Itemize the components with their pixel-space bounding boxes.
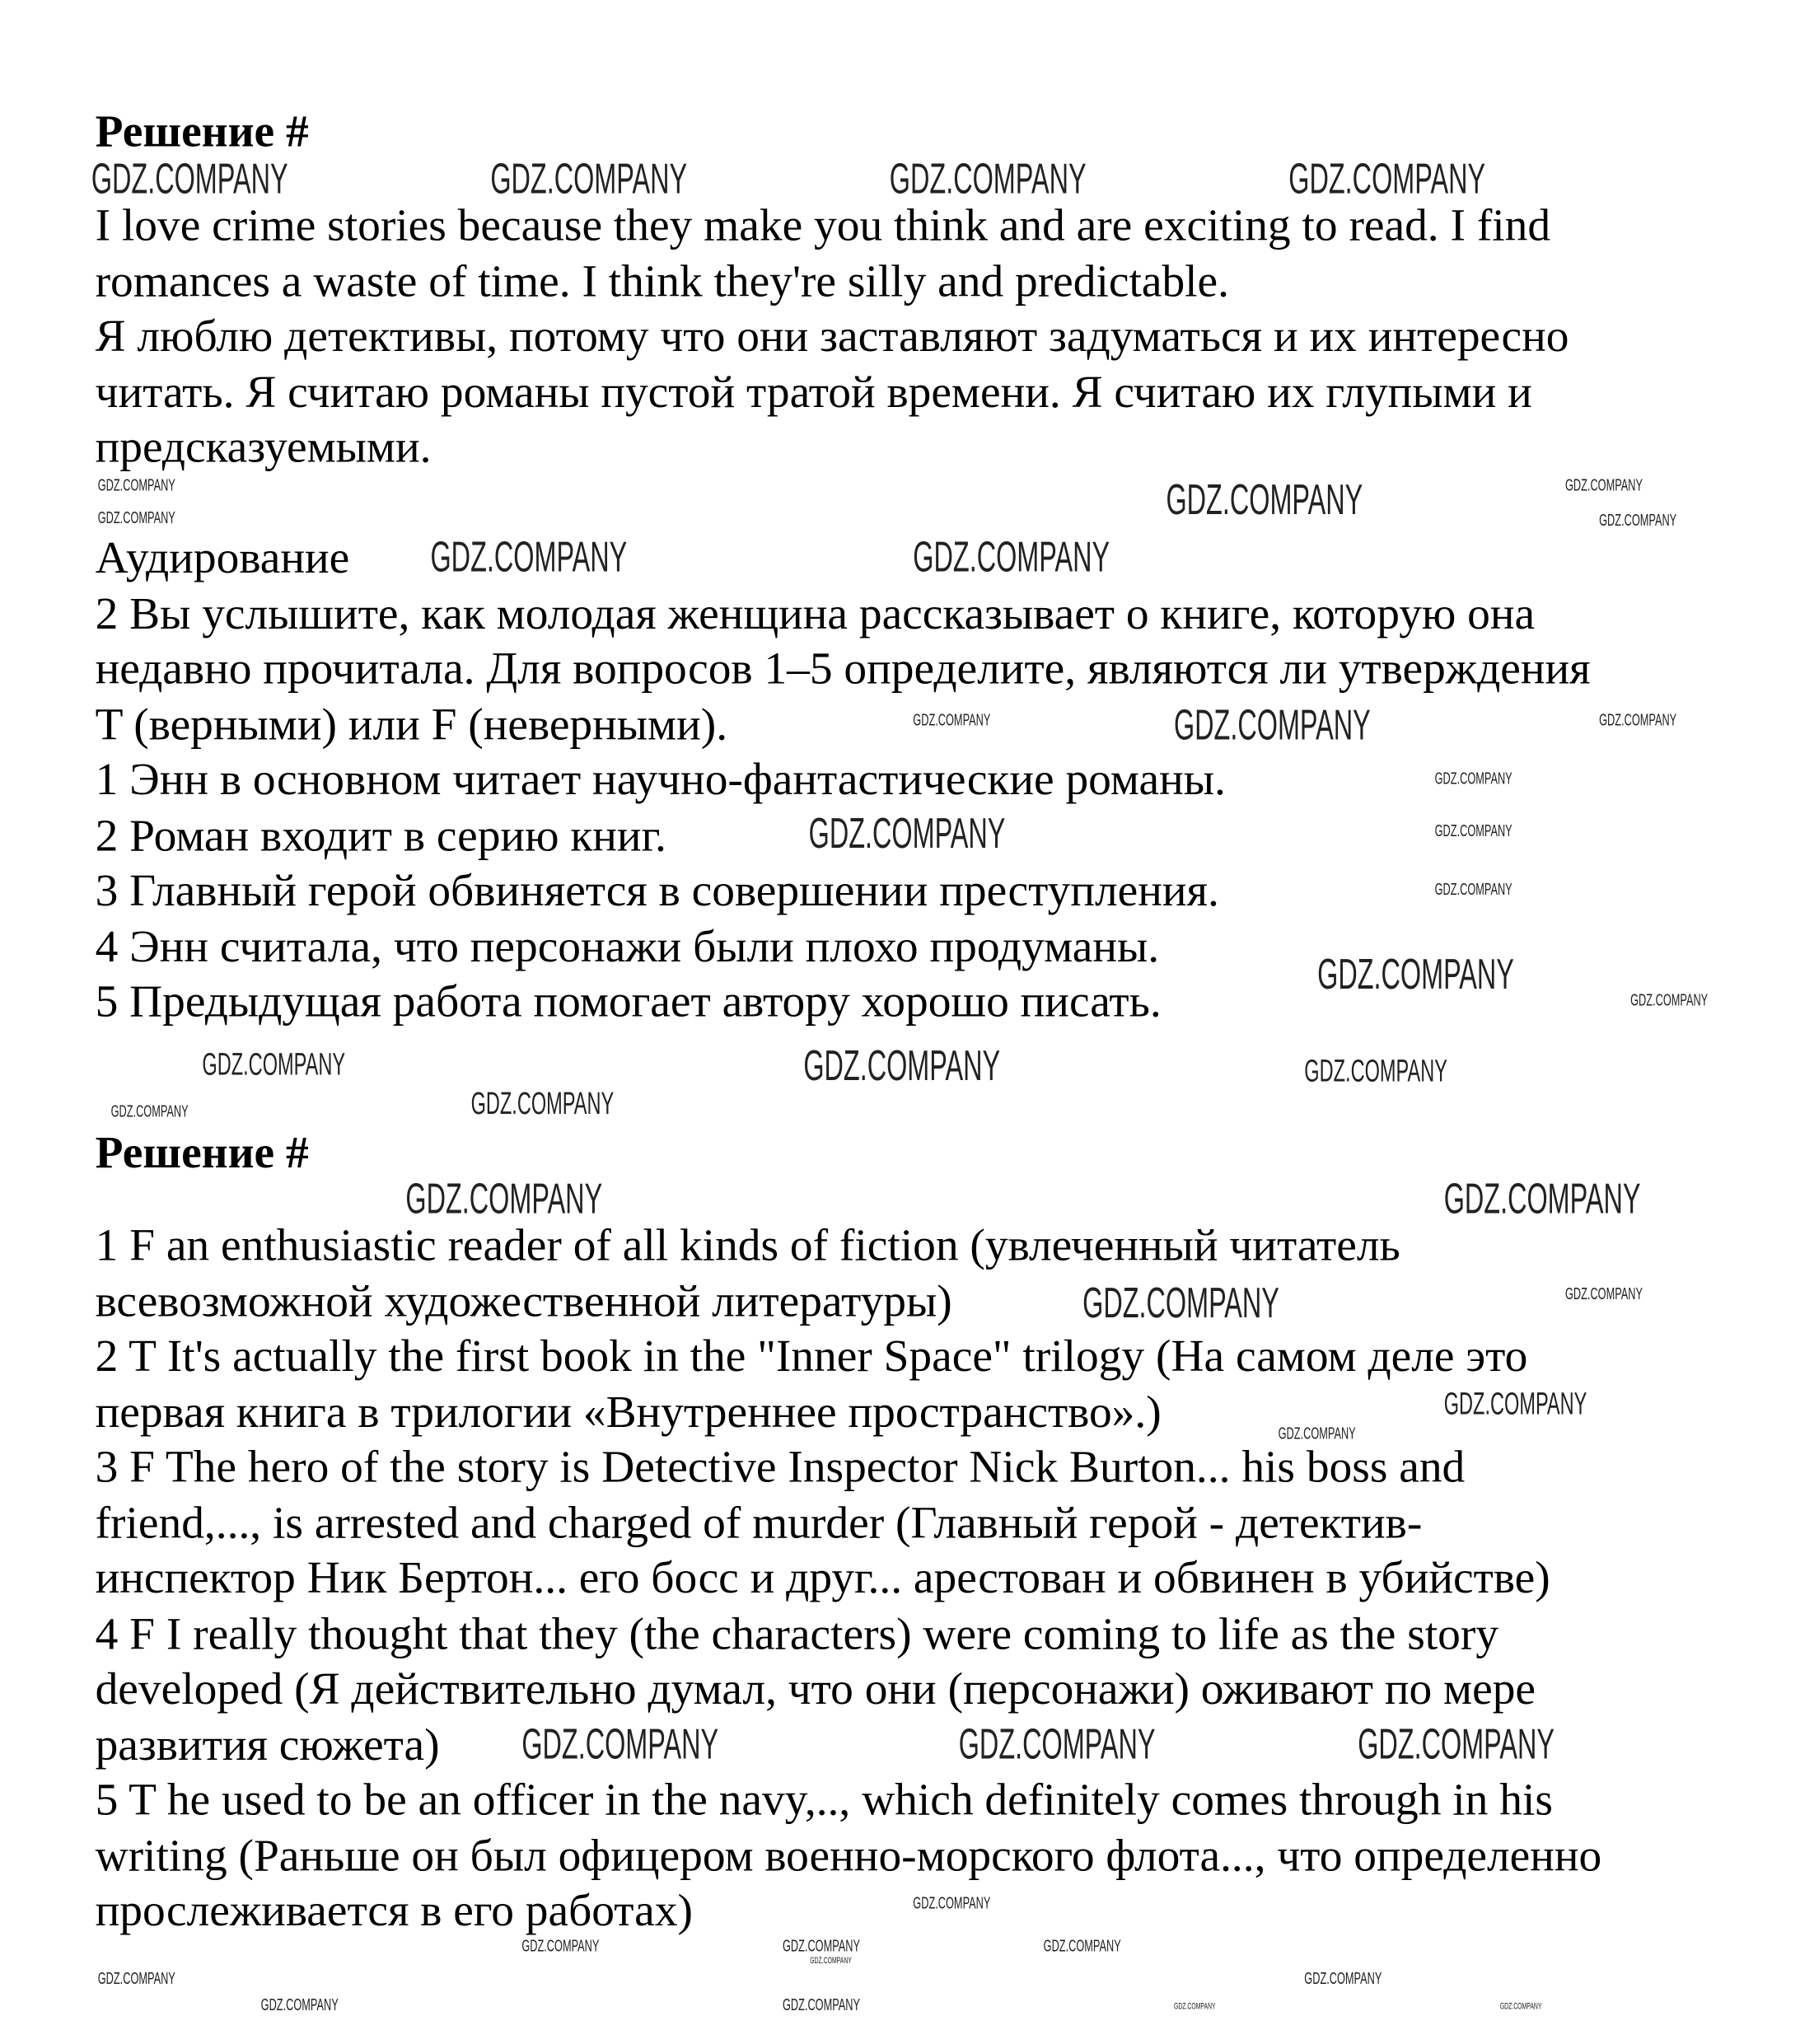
watermark: GDZ.COMPANY [1043, 1935, 1121, 1956]
watermark: GDZ.COMPANY [97, 507, 175, 527]
watermark: GDZ.COMPANY [91, 153, 288, 203]
watermark: GDZ.COMPANY [1443, 1173, 1641, 1223]
watermark: GDZ.COMPANY [1443, 1387, 1587, 1422]
text-line: предсказуемыми. [95, 421, 432, 473]
watermark: GDZ.COMPANY [803, 1041, 1001, 1090]
text-line: 2 Роман входит в серию книг. [95, 809, 666, 861]
text-line: читать. Я считаю романы пустой тратой времени. Я считаю их глупыми и [95, 366, 1532, 417]
answer-line: friend,..., is arrested and charged of murder (Главный герой - детектив- [95, 1496, 1423, 1548]
text-line: I love crime stories because they make you think and are exciting to read. I find [95, 199, 1551, 250]
watermark: GDZ.COMPANY [889, 153, 1087, 203]
text-line: 2 Вы услышите, как молодая женщина рассказывает о книге, которую она [95, 587, 1536, 639]
watermark: GDZ.COMPANY [782, 1994, 861, 2014]
section-heading: Решение # [95, 1126, 309, 1178]
answer-line: 1 F an enthusiastic reader of all kinds of fiction (увлеченный читатель [95, 1219, 1400, 1271]
watermark: GDZ.COMPANY [110, 1101, 189, 1121]
watermark: GDZ.COMPANY [913, 709, 991, 730]
watermark: GDZ.COMPANY [810, 1956, 852, 1967]
watermark: GDZ.COMPANY [97, 1968, 175, 1988]
answer-line: 2 T It's actually the first book in the "Inner Space" trilogy (На самом деле это [95, 1330, 1528, 1382]
watermark: GDZ.COMPANY [521, 1935, 600, 1956]
watermark: GDZ.COMPANY [913, 1892, 991, 1913]
watermark: GDZ.COMPANY [1304, 1968, 1382, 1988]
watermark: GDZ.COMPANY [808, 808, 1006, 858]
watermark: GDZ.COMPANY [490, 153, 688, 203]
watermark: GDZ.COMPANY [1173, 2002, 1216, 2012]
text-line: недавно прочитала. Для вопросов 1–5 определите, являются ли утверждения [95, 643, 1591, 695]
text-line: 5 Предыдущая работа помогает автору хорошо писать. [95, 975, 1162, 1027]
answer-line: инспектор Ник Бертон... его босс и друг... арестован и обвинен в убийстве) [95, 1552, 1550, 1603]
answer-line: развития сюжета) [95, 1718, 440, 1770]
text-line: 1 Энн в основном читает научно-фантастические романы. [95, 754, 1226, 805]
watermark: GDZ.COMPANY [1082, 1278, 1279, 1327]
watermark: GDZ.COMPANY [1564, 1283, 1643, 1303]
text-line: 3 Главный герой обвиняется в совершении преступления. [95, 864, 1219, 916]
watermark: GDZ.COMPANY [1499, 2002, 1542, 2012]
watermark: GDZ.COMPANY [1564, 475, 1643, 495]
watermark: GDZ.COMPANY [1304, 1054, 1447, 1090]
watermark: GDZ.COMPANY [97, 475, 175, 495]
watermark: GDZ.COMPANY [470, 1086, 615, 1122]
watermark: GDZ.COMPANY [1278, 1423, 1356, 1443]
watermark: GDZ.COMPANY [782, 1935, 861, 1956]
watermark: GDZ.COMPANY [430, 531, 628, 581]
answer-line: writing (Раньше он был офицером военно-морского флота..., что определенно [95, 1829, 1602, 1881]
text-line: 4 Энн считала, что персонажи были плохо продуманы. [95, 920, 1160, 971]
watermark: GDZ.COMPANY [1434, 879, 1512, 899]
text-line: Я люблю детективы, потому что они заставляют задуматься и их интересно [95, 310, 1569, 362]
answer-line: 5 T he used to be an officer in the navy,.., which definitely comes through in his [95, 1774, 1553, 1826]
text-line: T (верными) или F (неверными). [95, 698, 728, 750]
section-heading: Решение # [95, 105, 309, 157]
watermark: GDZ.COMPANY [260, 1994, 339, 2014]
watermark: GDZ.COMPANY [958, 1719, 1156, 1768]
watermark: GDZ.COMPANY [1166, 475, 1363, 523]
watermark: GDZ.COMPANY [1317, 949, 1514, 999]
watermark: GDZ.COMPANY [1288, 153, 1486, 203]
answer-line: всевозможной художественной литературы) [95, 1275, 952, 1326]
answer-line: прослеживается в его работах) [95, 1884, 693, 1936]
watermark: GDZ.COMPANY [202, 1047, 346, 1083]
answer-line: 4 F I really thought that they (the characters) were coming to life as the story [95, 1607, 1499, 1659]
watermark: GDZ.COMPANY [1599, 709, 1677, 730]
watermark: GDZ.COMPANY [1358, 1719, 1555, 1768]
watermark: GDZ.COMPANY [1173, 700, 1371, 749]
watermark: GDZ.COMPANY [1630, 989, 1709, 1010]
subheading: Аудирование [95, 531, 350, 583]
answer-line: первая книга в трилогии «Внутреннее пространство».) [95, 1386, 1162, 1438]
watermark: GDZ.COMPANY [405, 1173, 603, 1223]
answer-line: 3 F The hero of the story is Detective Inspector Nick Burton... his boss and [95, 1441, 1466, 1493]
text-line: romances a waste of time. I think they're silly and predictable. [95, 255, 1230, 306]
watermark: GDZ.COMPANY [913, 531, 1110, 581]
watermark: GDZ.COMPANY [1599, 510, 1677, 530]
answer-line: developed (Я действительно думал, что они (персонажи) оживают по мере [95, 1663, 1536, 1714]
watermark: GDZ.COMPANY [1434, 768, 1512, 788]
watermark: GDZ.COMPANY [1434, 820, 1512, 840]
watermark: GDZ.COMPANY [521, 1719, 719, 1768]
